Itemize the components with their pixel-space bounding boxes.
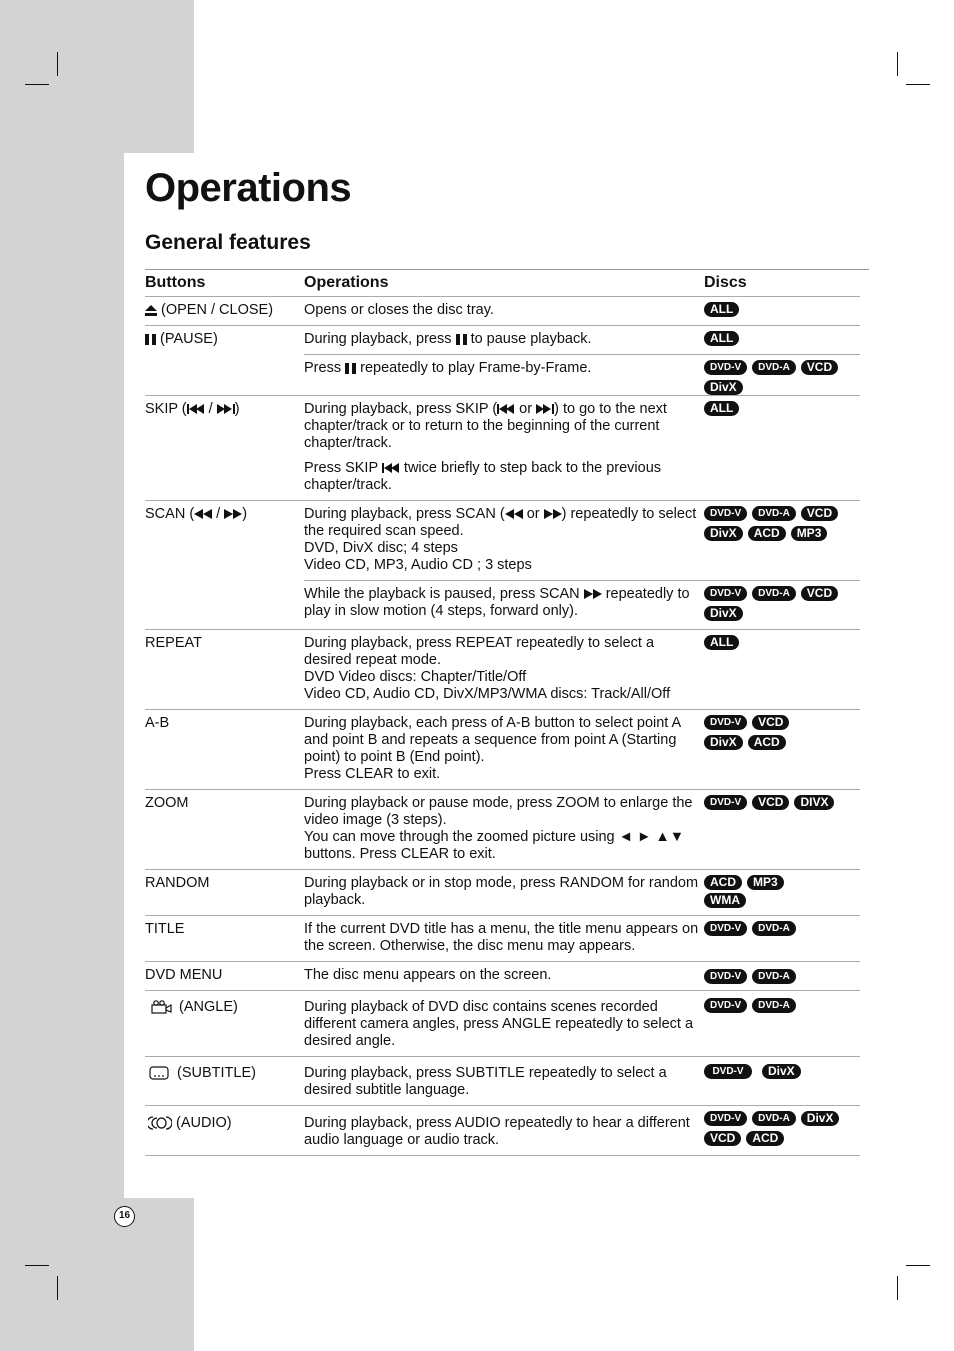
disc-badge: DVD-V <box>704 715 747 730</box>
disc-badge: DVD-A <box>752 998 796 1013</box>
disc-badge: ALL <box>704 302 739 317</box>
operation-text: While the playback is paused, press SCAN repeatedly to play in slow motion (4 steps, forward only). <box>304 586 690 619</box>
skip-forward-icon <box>536 404 554 414</box>
disc-badges <box>704 962 860 990</box>
disc-badges <box>704 1106 860 1155</box>
disc-badges <box>704 355 860 395</box>
audio-icon <box>148 1116 172 1130</box>
skip-back-icon <box>497 404 515 414</box>
operation-text: During playback, press SKIP ( or ) to go to the next chapter/track or to return to the beginning of the current chapter/track. Press SKIP twice briefly to step back to the previous chapter/track. <box>304 401 667 493</box>
disc-badge: DIVX <box>794 795 834 810</box>
disc-badge: WMA <box>704 893 746 908</box>
skip-back-icon <box>382 463 400 473</box>
disc-badge: MP3 <box>747 875 784 890</box>
table-row <box>145 297 860 326</box>
button-cell <box>145 326 304 395</box>
disc-badge: ALL <box>704 331 739 346</box>
disc-badge: MP3 <box>791 526 828 541</box>
disc-badge: DVD-A <box>752 360 796 375</box>
operation-text: During playback, press to pause playback. <box>304 331 592 347</box>
disc-badge: DVD-A <box>752 586 796 601</box>
disc-badges <box>704 297 860 325</box>
operation-text: During playback, press REPEAT repeatedly to select a desired repeat mode. DVD Video discs: Chapter/Title/Off Video CD, Audio CD, DivX/MP3/WMA discs: Track/All/Off <box>304 635 671 702</box>
table-row <box>145 790 860 870</box>
margin-band-top <box>0 0 194 153</box>
disc-badge: ACD <box>746 1131 784 1146</box>
disc-badges <box>704 326 860 354</box>
table-row <box>145 870 860 916</box>
button-label: (PAUSE) <box>160 331 218 347</box>
table-row <box>145 710 860 790</box>
table-row <box>145 916 860 962</box>
crop-mark <box>897 1276 898 1300</box>
crop-mark <box>57 1276 58 1300</box>
operation-text: During playback, press SCAN ( or ) repeatedly to select the required scan speed. DVD, DivX disc; 4 steps Video CD, MP3, Audio CD ; 3 steps <box>304 506 697 573</box>
skip-back-icon <box>187 404 205 414</box>
disc-badge: DVD-V <box>704 586 747 601</box>
disc-badge: DVD-V <box>704 1111 747 1126</box>
disc-badge: DVD-V <box>704 921 747 936</box>
disc-badges <box>704 501 860 580</box>
disc-badge: DivX <box>704 526 743 541</box>
disc-badge: DivX <box>762 1064 801 1079</box>
table-row <box>145 501 860 630</box>
scan-forward-icon <box>584 589 602 599</box>
margin-band-side <box>0 153 124 1198</box>
disc-badge: DVD-V <box>704 506 747 521</box>
eject-icon <box>145 305 157 316</box>
disc-badge: ALL <box>704 635 739 650</box>
disc-badges <box>704 870 860 915</box>
table-row <box>145 1057 860 1106</box>
disc-badge: DivX <box>704 735 743 750</box>
disc-badge: ACD <box>704 875 742 890</box>
section-title: General features <box>145 231 311 254</box>
pause-icon <box>145 334 156 345</box>
pause-icon <box>456 334 467 345</box>
button-cell <box>145 297 304 325</box>
scan-forward-icon <box>544 509 562 519</box>
scan-back-icon <box>194 509 212 519</box>
pause-icon <box>345 363 356 374</box>
button-label: ZOOM <box>145 795 189 811</box>
disc-badges <box>704 991 860 1056</box>
disc-badges <box>704 396 860 500</box>
disc-badges <box>704 790 860 869</box>
table-header <box>145 270 860 297</box>
button-label: (AUDIO) <box>176 1115 232 1131</box>
scan-forward-icon <box>224 509 242 519</box>
crop-mark <box>906 84 930 85</box>
disc-badge: DivX <box>704 380 743 395</box>
button-label: (ANGLE) <box>179 999 238 1015</box>
disc-badge: VCD <box>752 795 789 810</box>
button-label: RANDOM <box>145 875 210 891</box>
disc-badge: DVD-V <box>704 360 747 375</box>
button-label: DVD MENU <box>145 967 223 983</box>
operation-text: During playback of DVD disc contains scenes recorded different camera angles, press ANGLE repeatedly to select a desired angle. <box>304 999 694 1049</box>
button-cell <box>145 1106 304 1155</box>
angle-icon <box>151 1000 173 1014</box>
disc-badge: DVD-A <box>752 921 796 936</box>
disc-badge: DVD-A <box>752 1111 796 1126</box>
disc-badges <box>704 710 794 789</box>
button-cell <box>145 991 304 1056</box>
header-operations: Operations <box>304 274 389 291</box>
disc-badge: DivX <box>704 606 743 621</box>
operation-text: If the current DVD title has a menu, the title menu appears on the screen. Otherwise, the disc menu may appears. <box>304 921 699 954</box>
skip-forward-icon <box>217 404 235 414</box>
button-cell <box>145 1057 304 1105</box>
disc-badge: DVD-V <box>704 795 747 810</box>
crop-mark <box>25 1265 49 1266</box>
header-discs: Discs <box>704 274 747 291</box>
button-label: (OPEN / CLOSE) <box>161 302 274 318</box>
operation-text: The disc menu appears on the screen. <box>304 967 552 983</box>
disc-badges <box>704 916 860 961</box>
page-number: 16 <box>114 1206 135 1227</box>
crop-mark <box>906 1265 930 1266</box>
operation-text: Press repeatedly to play Frame-by-Frame. <box>304 360 592 376</box>
table-row <box>145 991 860 1057</box>
operation-text: During playback, press SUBTITLE repeatedly to select a desired subtitle language. <box>304 1065 667 1098</box>
disc-badge: DVD-V <box>704 1064 752 1079</box>
button-label: TITLE <box>145 921 185 937</box>
disc-badge: ALL <box>704 401 739 416</box>
disc-badge: DivX <box>801 1111 840 1126</box>
disc-badge: DVD-V <box>704 998 747 1013</box>
operation-text: During playback or in stop mode, press RANDOM for random playback. <box>304 875 699 908</box>
crop-mark <box>25 84 49 85</box>
crop-mark <box>57 52 58 76</box>
features-table <box>145 270 860 1156</box>
disc-badges <box>704 581 860 629</box>
table-row <box>145 962 860 991</box>
disc-badge: ACD <box>748 526 786 541</box>
button-cell: SKIP ( / ) <box>145 401 240 417</box>
disc-badge: DVD-V <box>704 969 747 984</box>
operation-text: Opens or closes the disc tray. <box>304 302 494 318</box>
disc-badge: DVD-A <box>752 506 796 521</box>
operation-text: During playback or pause mode, press ZOOM to enlarge the video image (3 steps). You can move through the zoomed picture using ◄ ► ▲▼ buttons. Press CLEAR to exit. <box>304 795 693 862</box>
button-label: REPEAT <box>145 635 202 651</box>
button-label: A-B <box>145 715 170 731</box>
button-cell: SCAN ( / ) <box>145 506 248 522</box>
operation-text: During playback, each press of A-B button to select point A and point B and repeats a sequence from point A (Starting point) to point B (End point). Press CLEAR to exit. <box>304 715 681 782</box>
operation-text: During playback, press AUDIO repeatedly to hear a different audio language or audio track. <box>304 1115 690 1148</box>
subtitle-icon <box>149 1066 169 1080</box>
disc-badge: VCD <box>752 715 789 730</box>
disc-badge: VCD <box>801 360 838 375</box>
table-row <box>145 1106 860 1156</box>
button-label: (SUBTITLE) <box>177 1065 256 1081</box>
margin-band-bottom <box>0 1198 194 1351</box>
disc-badge: DVD-A <box>752 969 796 984</box>
disc-badge: VCD <box>801 586 838 601</box>
table-row <box>145 326 860 396</box>
header-buttons: Buttons <box>145 274 206 291</box>
disc-badges <box>704 1057 860 1105</box>
page-title: Operations <box>145 166 352 210</box>
scan-back-icon <box>505 509 523 519</box>
table-row <box>145 396 860 501</box>
disc-badge: ACD <box>748 735 786 750</box>
disc-badge: VCD <box>801 506 838 521</box>
disc-badges <box>704 630 860 709</box>
table-row <box>145 630 860 710</box>
disc-badge: VCD <box>704 1131 741 1146</box>
crop-mark <box>897 52 898 76</box>
